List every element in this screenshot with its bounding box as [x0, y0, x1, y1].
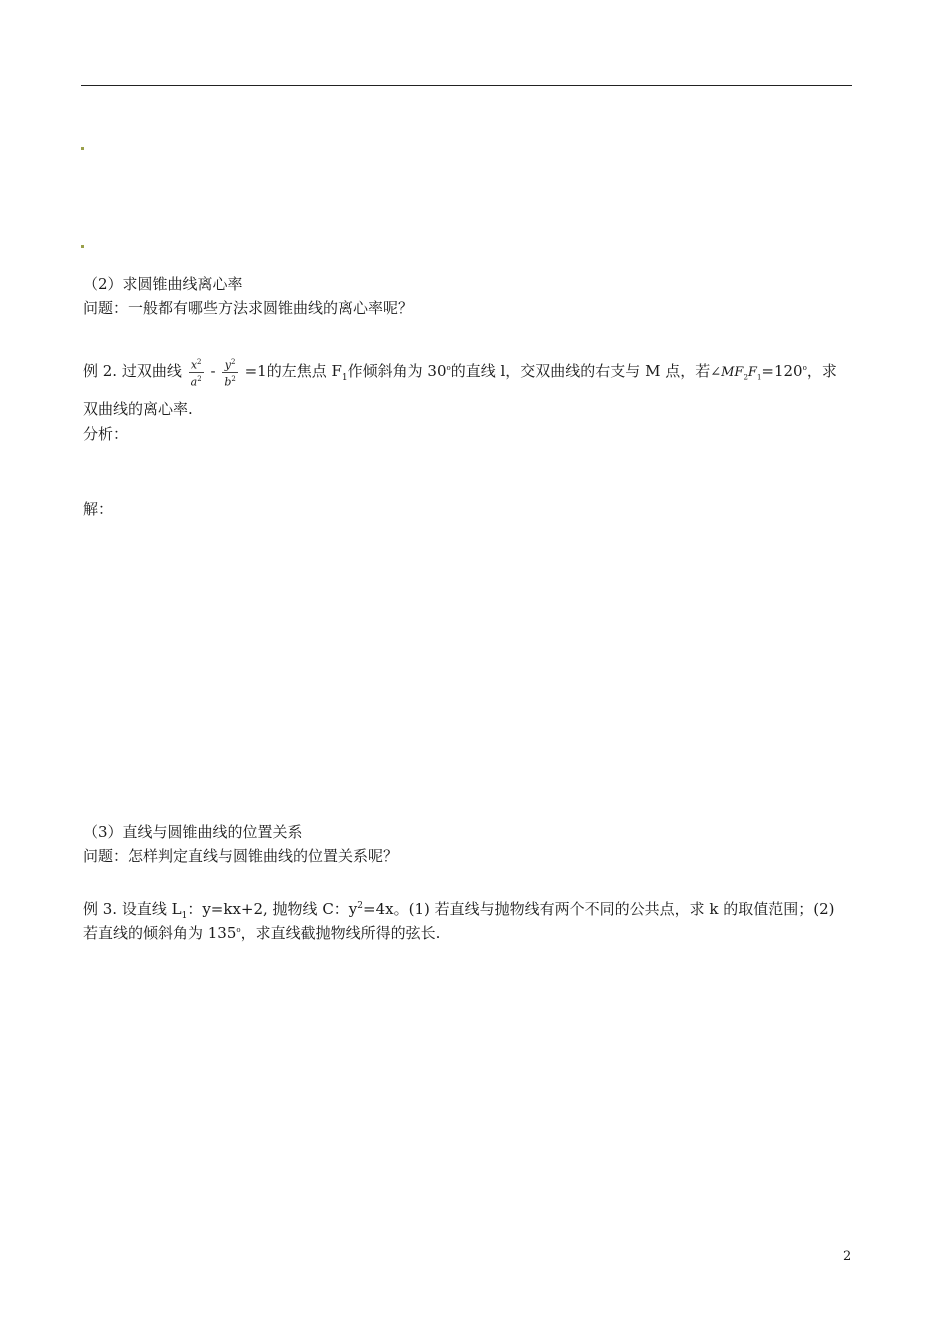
fraction-y2-b2: $\frac{y^2}{b^2}$ [224, 358, 236, 389]
fraction-x2-a2: $\frac{x^2}{a^2}$ [190, 358, 202, 389]
section2-heading: （2）求圆锥曲线离心率 [83, 275, 243, 293]
page-number: 2 [843, 1249, 852, 1264]
equals-one: =1 [244, 362, 267, 381]
solution-label: 解： [83, 500, 114, 518]
example2-prefix: 例 2. 过双曲线 [83, 362, 182, 381]
example3-line2: 若直线的倾斜角为 135$^o$，求直线截抛物线所得的弦长. [83, 924, 441, 942]
analysis-label: 分析： [83, 425, 129, 443]
header-rule [81, 85, 852, 86]
section3-question: 问题：怎样判定直线与圆锥曲线的位置关系呢？ [83, 847, 399, 865]
example2-line2: 双曲线的离心率. [83, 400, 193, 418]
example3-line1: 例 3. 设直线 $L_1$：y=kx+2, 抛物线 C：$y^2=4x$。(1) 若直线与抛物线有两个不同的公共点，求 k 的取值范围；(2) [83, 900, 835, 921]
marker-dot [81, 147, 84, 150]
minus-sign: - [210, 362, 216, 381]
angle-expression: $\angle MF_2F_1$ [710, 365, 762, 382]
example2-line1: 例 2. 过双曲线 $\frac{x^2}{a^2}$ - $\frac{y^2}{b^2}$ =1的左焦点 $F_1$作倾斜角为 30$^o$的直线 l，交双曲线的右支与 M 点，若$\angle MF_2F_1=120^o$，求 [83, 358, 837, 389]
section3-heading: （3）直线与圆锥曲线的位置关系 [83, 823, 303, 841]
marker-dot [81, 245, 84, 248]
section2-question: 问题：一般都有哪些方法求圆锥曲线的离心率呢？ [83, 299, 414, 317]
